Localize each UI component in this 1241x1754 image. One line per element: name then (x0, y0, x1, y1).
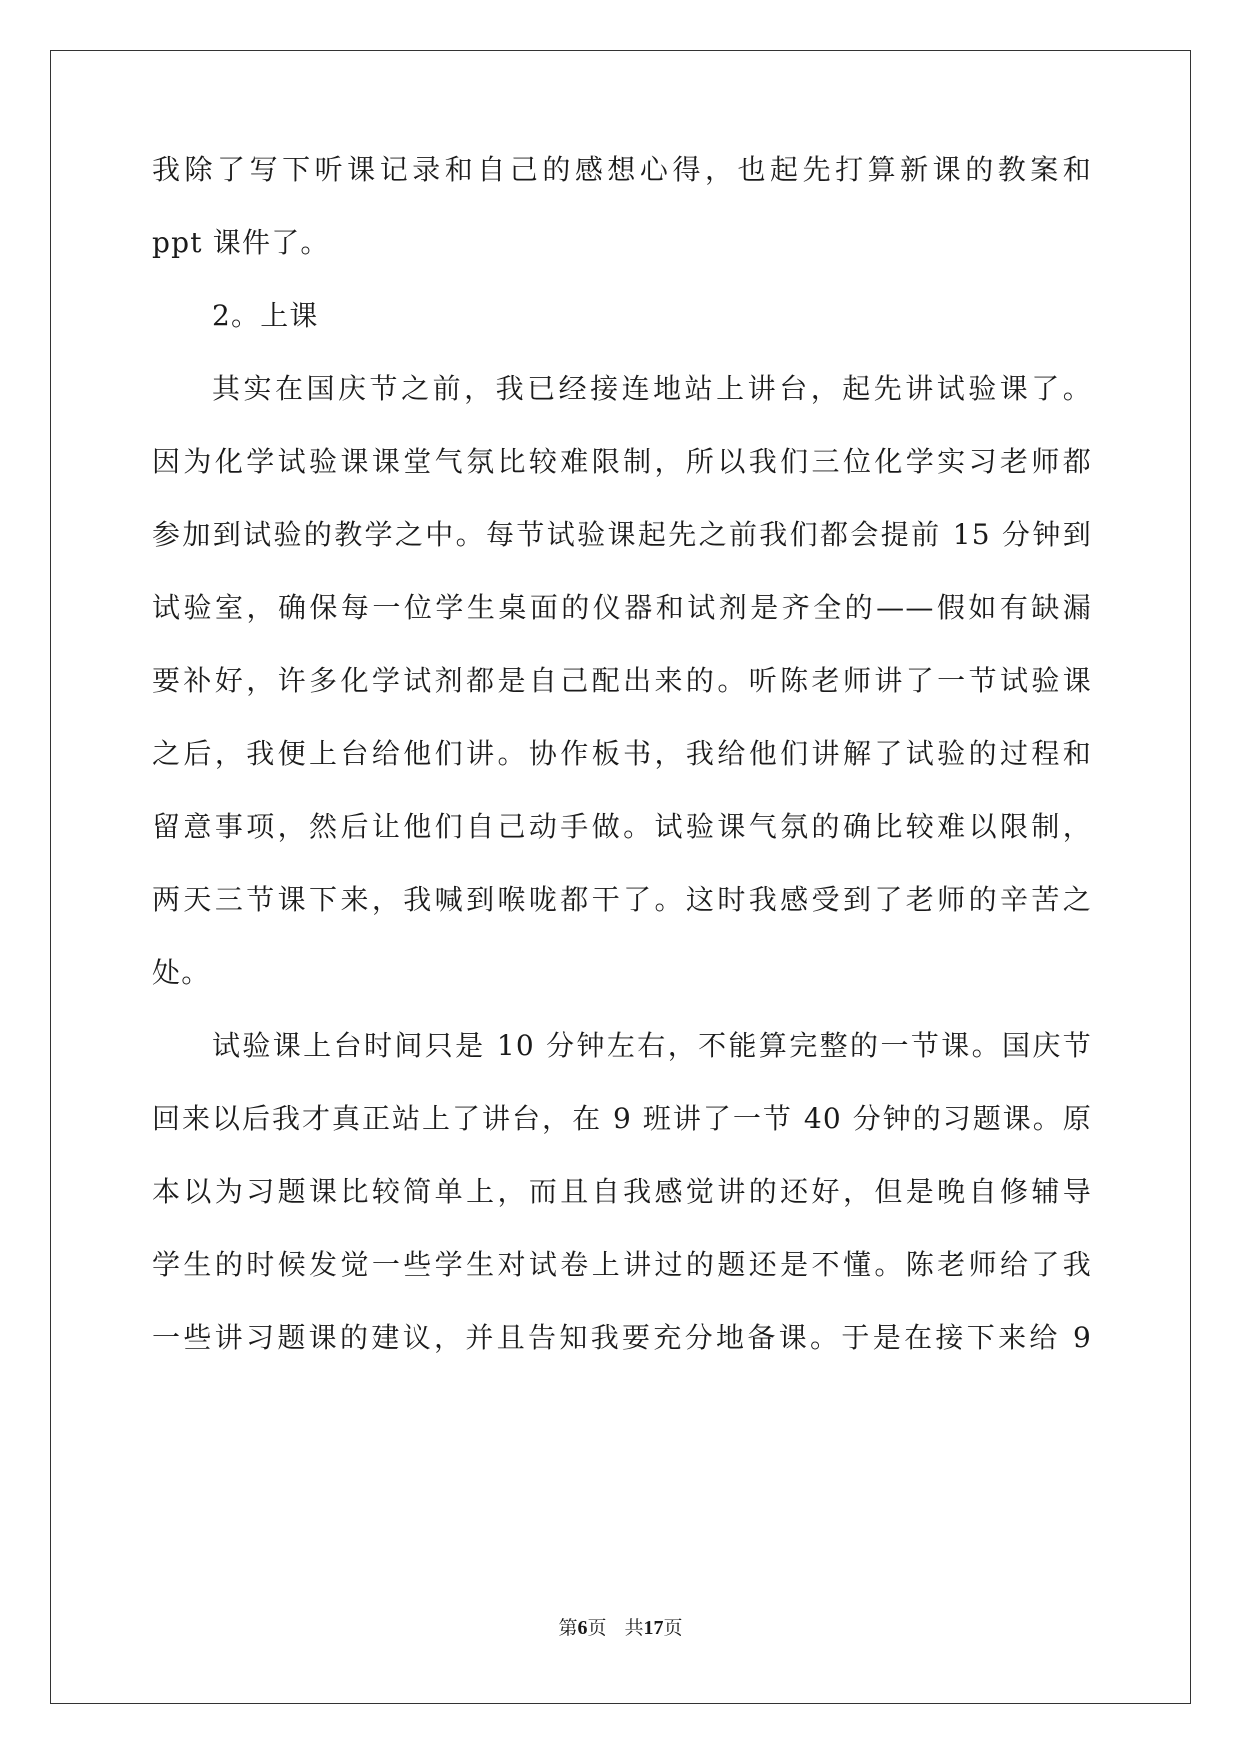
page-footer (0, 1616, 1241, 1640)
body-line: 留意事项，然后让他们自己动手做。试验课气氛的确比较难以限制， (152, 810, 1092, 843)
section-heading: 2。上课 (212, 299, 319, 332)
body-line: 回来以后我才真正站上了讲台，在 9 班讲了一节 40 分钟的习题课。原 (152, 1102, 1092, 1135)
total-prefix: 共 (624, 1617, 644, 1639)
body-line: 之后，我便上台给他们讲。协作板书，我给他们讲解了试验的过程和 (152, 737, 1092, 770)
body-line: 试验课上台时间只是 10 分钟左右，不能算完整的一节课。国庆节 (212, 1029, 1092, 1062)
body-line: 处。 (152, 956, 211, 989)
body-line: 参加到试验的教学之中。每节试验课起先之前我们都会提前 15 分钟到 (152, 518, 1092, 551)
page-prefix: 第 (558, 1617, 578, 1639)
body-line: 其实在国庆节之前，我已经接连地站上讲台，起先讲试验课了。 (212, 372, 1092, 405)
body-line: 学生的时候发觉一些学生对试卷上讲过的题还是不懂。陈老师给了我 (152, 1248, 1092, 1281)
body-line: 因为化学试验课课堂气氛比较难限制，所以我们三位化学实习老师都 (152, 445, 1092, 478)
body-line: 两天三节课下来，我喊到喉咙都干了。这时我感受到了老师的辛苦之 (152, 883, 1092, 916)
body-line: 要补好，许多化学试剂都是自己配出来的。听陈老师讲了一节试验课 (152, 664, 1092, 697)
body-line: ppt 课件了。 (152, 226, 330, 259)
page-unit: 页 (587, 1617, 607, 1639)
body-line: 本以为习题课比较简单上，而且自我感觉讲的还好，但是晚自修辅导 (152, 1175, 1092, 1208)
current-page-number: 6 (577, 1617, 588, 1639)
body-line: 试验室，确保每一位学生桌面的仪器和试剂是齐全的——假如有缺漏 (152, 591, 1092, 624)
body-line: 一些讲习题课的建议，并且告知我要充分地备课。于是在接下来给 9 (152, 1321, 1092, 1354)
body-line: 我除了写下听课记录和自己的感想心得，也起先打算新课的教案和 (152, 153, 1092, 186)
total-page-number: 17 (643, 1617, 664, 1639)
total-unit: 页 (663, 1617, 683, 1639)
